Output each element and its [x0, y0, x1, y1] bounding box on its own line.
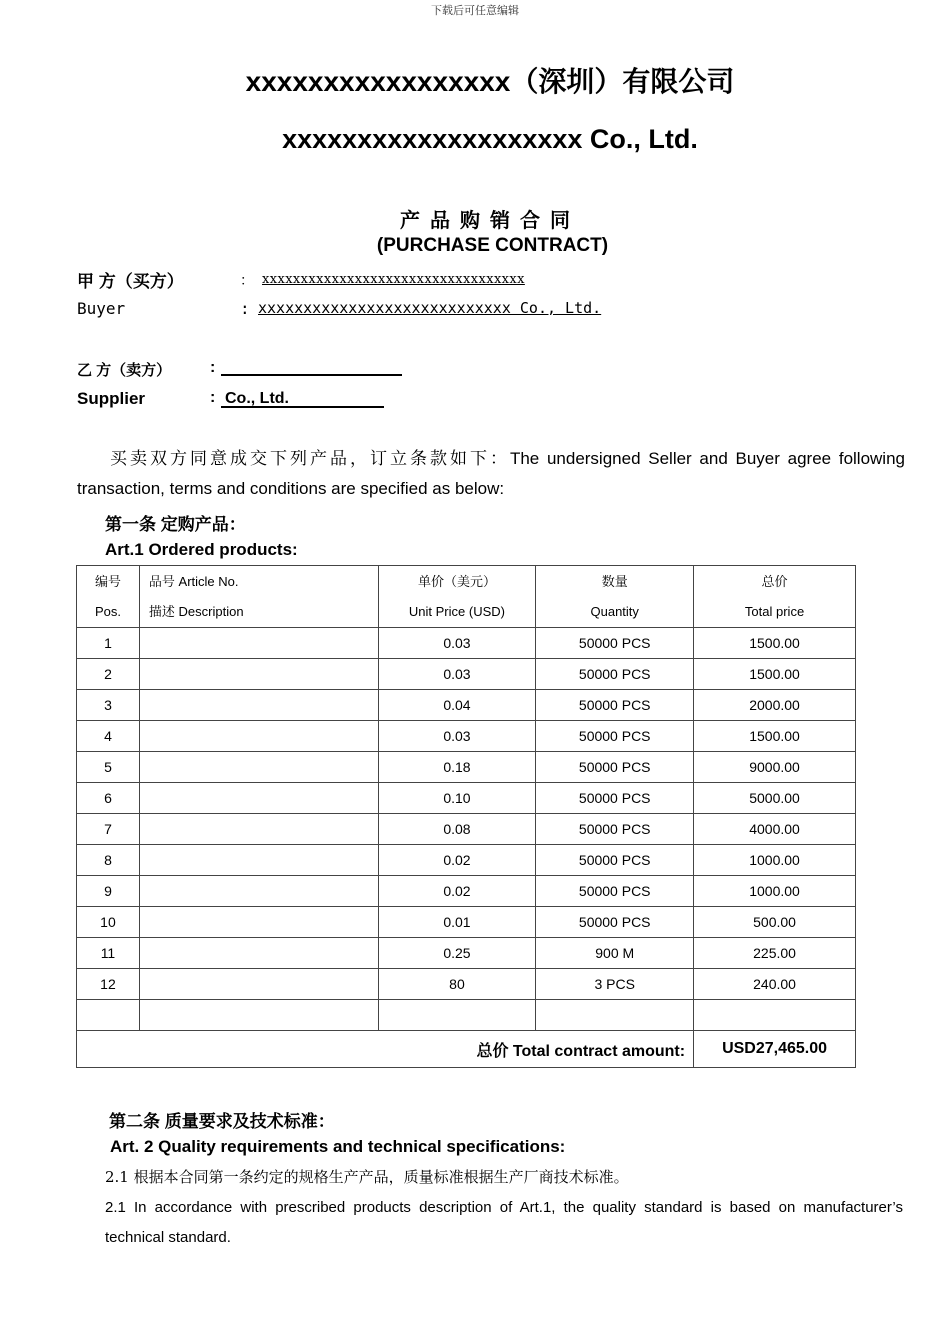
header-pos-cn: 编号 [94, 573, 121, 589]
cell-description [139, 907, 378, 938]
cell-pos: 4 [77, 721, 140, 752]
cell-quantity: 50000 PCS [536, 845, 694, 876]
supplier-value-en: Co., Ltd. [221, 389, 384, 408]
cell-pos: 1 [77, 628, 140, 659]
header-total-price-en: Total price [744, 603, 805, 619]
cell-total-price: 225.00 [694, 938, 856, 969]
header-unit-price-cn: 单价（美元） [417, 573, 496, 589]
cell-unit-price: 0.03 [378, 628, 536, 659]
cell-description [139, 721, 378, 752]
table-row [77, 690, 856, 721]
table-row [77, 907, 856, 938]
cell-description [139, 969, 378, 1000]
cell-quantity: 50000 PCS [536, 752, 694, 783]
table-row [77, 938, 856, 969]
cell-total-price: 1000.00 [694, 845, 856, 876]
cell-pos: 11 [77, 938, 140, 969]
cell-unit-price: 0.08 [378, 814, 536, 845]
cell-total-price: 1000.00 [694, 876, 856, 907]
cell-description [139, 690, 378, 721]
supplier-colon-cn: : [210, 359, 216, 376]
company-name-cn: xxxxxxxxxxxxxxxxx（深圳）有限公司 [245, 66, 735, 97]
total-value: USD27,465.00 [694, 1031, 856, 1068]
total-row [77, 1031, 856, 1068]
watermark: 下载后可任意编辑 [431, 4, 519, 17]
article2-title-cn: 第二条 质量要求及技术标准： [109, 1112, 335, 1131]
cell-quantity: 900 M [536, 938, 694, 969]
article2-p1-en: 2.1 In accordance with prescribed products description of Art.1, the quality standard is based on manufacturer’s technical standard. [105, 1199, 903, 1246]
cell-total-price: 240.00 [694, 969, 856, 1000]
table-row [77, 783, 856, 814]
cell-unit-price: 0.25 [378, 938, 536, 969]
cell-unit-price [378, 1000, 536, 1031]
cell-total-price: 1500.00 [694, 628, 856, 659]
cell-description [139, 659, 378, 690]
table-row [77, 814, 856, 845]
supplier-label-cn: 乙 方（卖方） [77, 362, 172, 379]
header-article-en: 描述 Description [148, 603, 244, 619]
article2-title-en: Art. 2 Quality requirements and technical specifications: [110, 1137, 566, 1156]
article2-p1-cn: 2.1 根据本合同第一条约定的规格生产产品，质量标准根据生产厂商技术标准。 [105, 1168, 629, 1186]
header-quantity [536, 566, 694, 628]
contract-title-cn: 产品购销合同 [400, 210, 580, 232]
table-row [77, 845, 856, 876]
header-article [139, 566, 378, 628]
cell-unit-price: 0.03 [378, 721, 536, 752]
cell-quantity: 50000 PCS [536, 814, 694, 845]
header-pos [77, 566, 140, 628]
cell-total-price: 500.00 [694, 907, 856, 938]
contract-title-en: (PURCHASE CONTRACT) [376, 235, 609, 256]
cell-total-price: 1500.00 [694, 721, 856, 752]
cell-description [139, 814, 378, 845]
supplier-colon-en: : [210, 389, 216, 406]
cell-unit-price: 0.18 [378, 752, 536, 783]
table-body [77, 628, 856, 1031]
cell-unit-price: 0.02 [378, 845, 536, 876]
cell-quantity: 50000 PCS [536, 690, 694, 721]
cell-total-price [694, 1000, 856, 1031]
cell-total-price: 9000.00 [694, 752, 856, 783]
cell-unit-price: 0.03 [378, 659, 536, 690]
company-name-en: xxxxxxxxxxxxxxxxxxxx Co., Ltd. [282, 124, 698, 154]
buyer-label-en: Buyer [77, 299, 126, 318]
header-article-cn: 品号 Article No. [148, 573, 239, 589]
header-unit-price-en: Unit Price (USD) [408, 603, 505, 619]
buyer-colon-cn: ： [240, 272, 254, 288]
cell-description [139, 845, 378, 876]
cell-quantity: 50000 PCS [536, 659, 694, 690]
cell-pos: 2 [77, 659, 140, 690]
cell-description [139, 628, 378, 659]
header-unit-price [378, 566, 536, 628]
cell-description [139, 876, 378, 907]
cell-pos [77, 1000, 140, 1031]
table-row [77, 969, 856, 1000]
header-pos-en: Pos. [94, 603, 121, 619]
cell-unit-price: 0.02 [378, 876, 536, 907]
cell-total-price: 4000.00 [694, 814, 856, 845]
cell-unit-price: 0.04 [378, 690, 536, 721]
cell-total-price: 5000.00 [694, 783, 856, 814]
cell-description [139, 938, 378, 969]
buyer-value-en: xxxxxxxxxxxxxxxxxxxxxxxxxxxx Co., Ltd. [258, 299, 602, 317]
cell-pos: 8 [77, 845, 140, 876]
table-row [77, 659, 856, 690]
cell-unit-price: 80 [378, 969, 536, 1000]
table-row [77, 752, 856, 783]
header-total-price [694, 566, 856, 628]
cell-quantity: 50000 PCS [536, 721, 694, 752]
header-quantity-en: Quantity [590, 603, 639, 619]
cell-description [139, 1000, 378, 1031]
cell-total-price: 1500.00 [694, 659, 856, 690]
table-header-row [77, 566, 856, 628]
cell-quantity: 50000 PCS [536, 876, 694, 907]
cell-quantity: 50000 PCS [536, 783, 694, 814]
cell-unit-price: 0.01 [378, 907, 536, 938]
header-quantity-cn: 数量 [601, 573, 628, 589]
cell-quantity [536, 1000, 694, 1031]
supplier-label-en: Supplier [77, 389, 146, 408]
cell-description [139, 783, 378, 814]
total-label: 总价 Total contract amount: [77, 1031, 694, 1068]
table-row [77, 1000, 856, 1031]
header-total-price-cn: 总价 [761, 573, 788, 589]
cell-pos: 9 [77, 876, 140, 907]
cell-pos: 6 [77, 783, 140, 814]
cell-quantity: 50000 PCS [536, 628, 694, 659]
buyer-label-cn: 甲 方（买方） [77, 272, 184, 291]
cell-total-price: 2000.00 [694, 690, 856, 721]
article1-title-en: Art.1 Ordered products: [105, 540, 298, 559]
cell-quantity: 3 PCS [536, 969, 694, 1000]
ordered-products-table [76, 565, 856, 1068]
cell-pos: 10 [77, 907, 140, 938]
buyer-colon-en: : [240, 299, 250, 318]
supplier-value-cn [221, 374, 402, 376]
cell-pos: 12 [77, 969, 140, 1000]
table-row [77, 876, 856, 907]
table-row [77, 721, 856, 752]
cell-pos: 7 [77, 814, 140, 845]
cell-pos: 3 [77, 690, 140, 721]
cell-pos: 5 [77, 752, 140, 783]
article1-title-cn: 第一条 定购产品： [105, 515, 246, 534]
table-row [77, 628, 856, 659]
cell-quantity: 50000 PCS [536, 907, 694, 938]
cell-description [139, 752, 378, 783]
buyer-value-cn: xxxxxxxxxxxxxxxxxxxxxxxxxxxxxxxxxx [262, 272, 525, 287]
cell-unit-price: 0.10 [378, 783, 536, 814]
intro-paragraph: 买卖双方同意成交下列产品，订立条款如下：The undersigned Seller and Buyer agree following transaction, terms and conditions are specified as below: [77, 449, 905, 498]
